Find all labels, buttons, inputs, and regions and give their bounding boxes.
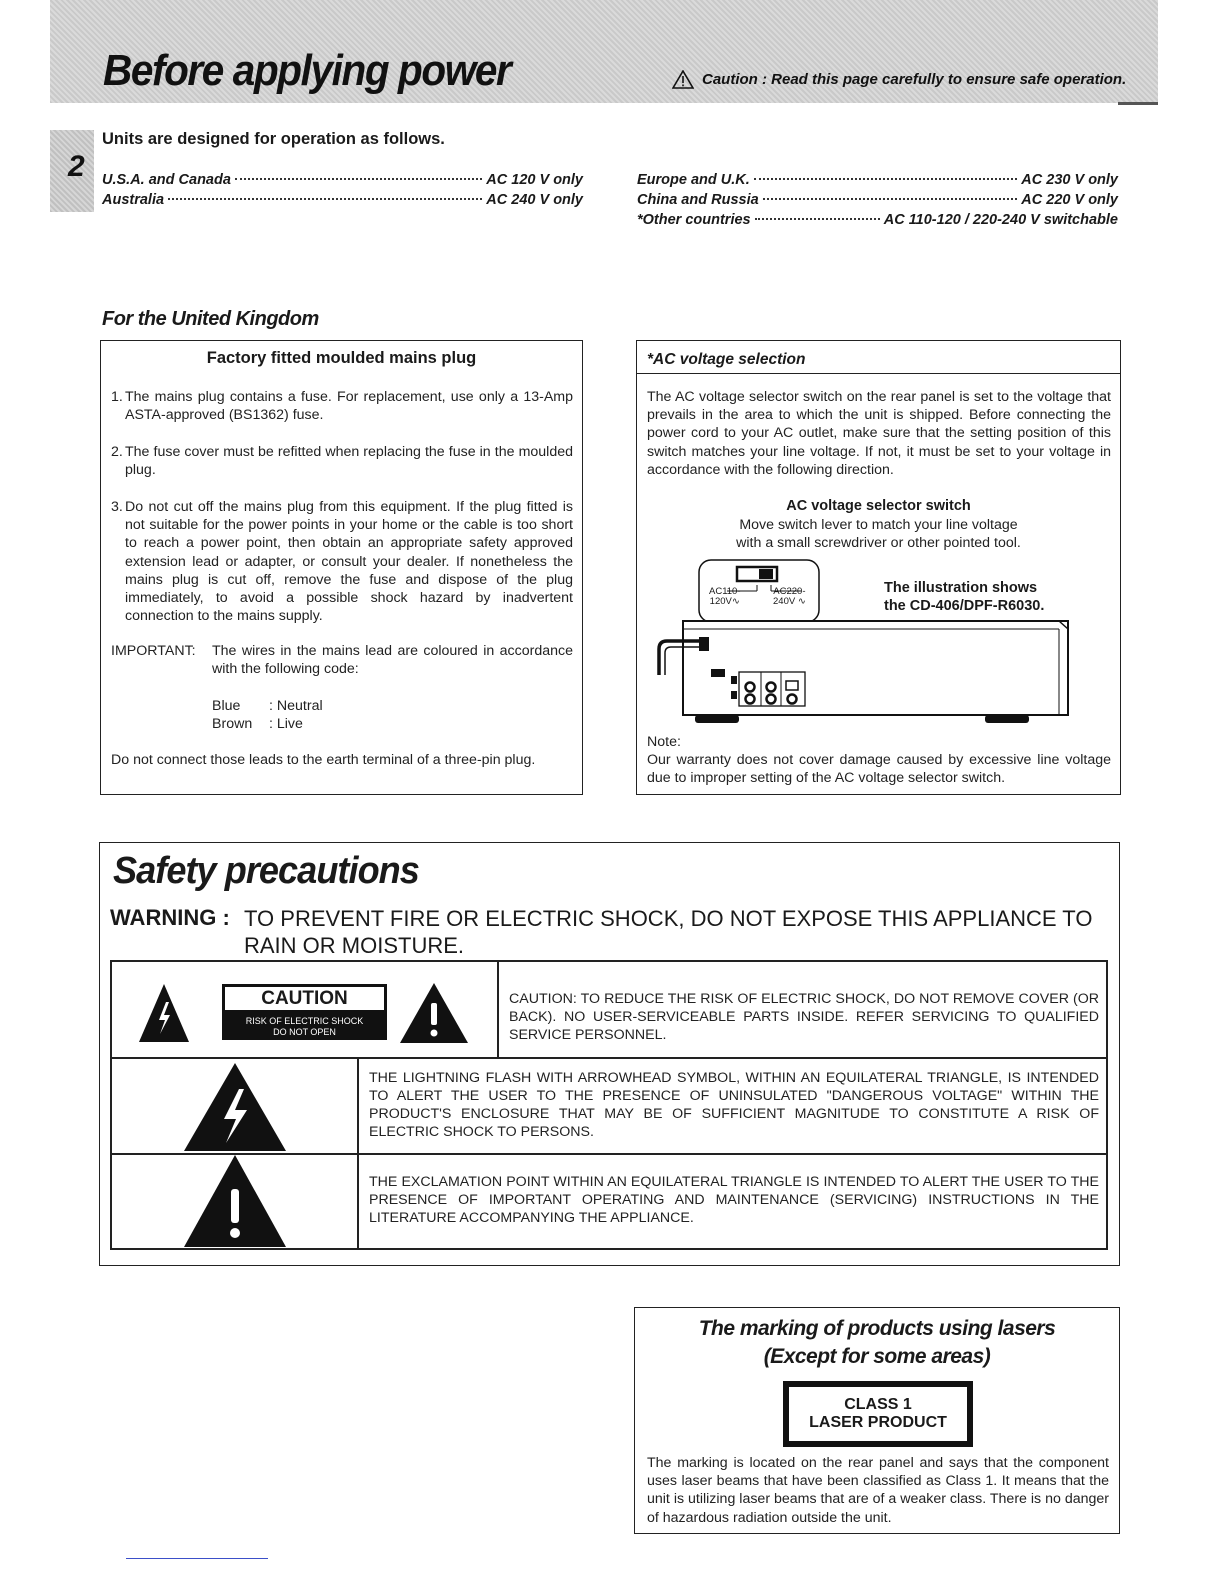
voltage-list-right bbox=[637, 172, 1118, 232]
laser-box bbox=[634, 1307, 1120, 1534]
switch-label-right bbox=[773, 587, 806, 607]
voltage-row bbox=[637, 172, 1118, 192]
region-label: China and Russia bbox=[637, 192, 759, 208]
voltage-value: AC 110-120 / 220-240 V switchable bbox=[883, 212, 1118, 228]
voltage-row bbox=[102, 192, 583, 212]
lightning-triangle-icon bbox=[139, 984, 189, 1042]
caution-label-title: CAUTION bbox=[225, 987, 384, 1010]
caution-label-sub-1: RISK OF ELECTRIC SHOCK bbox=[245, 1016, 364, 1026]
class1-label-inner bbox=[789, 1387, 967, 1441]
region-label: Australia bbox=[102, 192, 165, 208]
important-text: The wires in the mains lead are coloured in accordance with the following code: bbox=[212, 643, 573, 678]
warning-triangle-icon bbox=[672, 70, 694, 89]
voltage-value: AC 220 V only bbox=[1021, 192, 1118, 208]
switch-title: AC voltage selector switch bbox=[786, 498, 971, 514]
voltage-value: AC 240 V only bbox=[486, 192, 583, 208]
wire-color: Brown bbox=[212, 716, 253, 732]
caution-text: Caution : Read this page carefully to ensure safe operation. bbox=[702, 71, 1127, 88]
leader-dots bbox=[755, 218, 880, 220]
laser-description: The marking is located on the rear panel and says that the component uses laser beams that have been classified as Class 1. It means that the unit is utilizing laser beams that are of a weaker class. There is no danger of hazardous radiation outside the unit. bbox=[647, 1455, 1109, 1526]
wire-meaning: : Live bbox=[269, 716, 303, 732]
item-number: 2. bbox=[111, 444, 123, 460]
note-label: Note: bbox=[647, 734, 681, 750]
leader-dots bbox=[763, 198, 1018, 200]
wire-color: Blue bbox=[212, 698, 241, 714]
caution-label bbox=[222, 984, 387, 1040]
voltage-value: AC 230 V only bbox=[1021, 172, 1118, 188]
voltage-row bbox=[637, 212, 1118, 232]
laser-title-2: (Except for some areas) bbox=[763, 1345, 991, 1368]
switch-label-left bbox=[709, 587, 741, 607]
region-label: U.S.A. and Canada bbox=[102, 172, 231, 188]
symbols-table bbox=[110, 960, 1108, 1250]
class1-label-line: LASER PRODUCT bbox=[809, 1414, 947, 1431]
item-number: 1. bbox=[111, 389, 123, 405]
label-line: 240V ∿ bbox=[773, 596, 806, 607]
important-label: IMPORTANT: bbox=[111, 643, 196, 659]
voltage-row bbox=[102, 172, 583, 192]
ac-heading: *AC voltage selection bbox=[647, 351, 806, 368]
wire-meaning: : Neutral bbox=[269, 698, 323, 714]
voltage-row bbox=[637, 192, 1118, 212]
class1-label-line: CLASS 1 bbox=[844, 1396, 912, 1413]
page-number: 2 bbox=[68, 150, 85, 183]
region-label: *Other countries bbox=[637, 212, 751, 228]
region-label: Europe and U.K. bbox=[637, 172, 750, 188]
caption-line: the CD-406/DPF-R6030. bbox=[884, 598, 1045, 614]
divider bbox=[637, 373, 1120, 374]
illustration-caption bbox=[884, 579, 1044, 615]
uk-box-title: Factory fitted moulded mains plug bbox=[206, 349, 477, 367]
item-number: 3. bbox=[111, 499, 123, 515]
safety-title: Safety precautions bbox=[113, 850, 419, 892]
leader-dots bbox=[235, 178, 482, 180]
list-item bbox=[111, 388, 573, 424]
switch-instruction-2: with a small screwdriver or other pointed tool. bbox=[736, 535, 1021, 551]
footer-rule bbox=[126, 1558, 268, 1559]
uk-footer-note: Do not connect those leads to the earth terminal of a three-pin plug. bbox=[111, 752, 536, 768]
lightning-text: THE LIGHTNING FLASH WITH ARROWHEAD SYMBOL, WITHIN AN EQUILATERAL TRIANGLE, IS INTENDED TO ALERT THE USER TO THE PRESENCE OF UNINSULATED "DANGEROUS VOLTAGE" WITHIN THE PRODUCT'S ENCLOSURE THAT MAY BE OF SUFFICIENT MAGNITUDE TO CONSTITUTE A RISK OF ELECTRIC SHOCK TO PERSONS. bbox=[369, 1070, 1099, 1140]
uk-heading: For the United Kingdom bbox=[102, 308, 319, 330]
warning-label: WARNING : bbox=[110, 905, 230, 930]
label-line: AC220- bbox=[773, 586, 806, 597]
units-intro: Units are designed for operation as follows. bbox=[102, 130, 445, 148]
item-text: The fuse cover must be refitted when replacing the fuse in the moulded plug. bbox=[125, 444, 573, 479]
voltage-value: AC 120 V only bbox=[486, 172, 583, 188]
list-item bbox=[111, 443, 573, 479]
lightning-triangle-icon bbox=[184, 1063, 286, 1151]
label-line: 120V∿ bbox=[709, 596, 740, 607]
exclamation-triangle-icon bbox=[184, 1155, 286, 1247]
voltage-list-left bbox=[102, 172, 583, 212]
caution-text: CAUTION: TO REDUCE THE RISK OF ELECTRIC SHOCK, DO NOT REMOVE COVER (OR BACK). NO USER-SERVICEABLE PARTS INSIDE. REFER SERVICING TO QUALIFIED SERVICE PERSONNEL. bbox=[509, 991, 1099, 1043]
item-text: The mains plug contains a fuse. For replacement, use only a 13-Amp ASTA-approved (BS1362) fuse. bbox=[125, 389, 573, 424]
note-text: Our warranty does not cover damage caused by excessive line voltage due to improper setting of the AC voltage selector switch. bbox=[647, 752, 1111, 787]
class1-laser-label bbox=[783, 1381, 973, 1447]
caption-line: The illustration shows bbox=[884, 580, 1038, 596]
leader-dots bbox=[754, 178, 1018, 180]
exclamation-text: THE EXCLAMATION POINT WITHIN AN EQUILATERAL TRIANGLE IS INTENDED TO ALERT THE USER TO THE PRESENCE OF IMPORTANT OPERATING AND MAINTENANCE (SERVICING) INSTRUCTIONS IN THE LITERATURE ACCOMPANYING THE APPLIANCE. bbox=[369, 1174, 1099, 1226]
divider bbox=[112, 1057, 1106, 1059]
list-item bbox=[111, 498, 573, 625]
ac-description: The AC voltage selector switch on the rear panel is set to the voltage that prevails in the area to which the unit is shipped. Before connecting the power cord to your AC outlet, make sure that the setting position of this switch matches your line voltage. If not, it must be set to your voltage in accordance with the following direction. bbox=[647, 389, 1111, 478]
ac-voltage-box bbox=[636, 340, 1121, 795]
label-line: AC110- bbox=[709, 586, 741, 597]
warning-text: TO PREVENT FIRE OR ELECTRIC SHOCK, DO NOT EXPOSE THIS APPLIANCE TO RAIN OR MOISTURE. bbox=[244, 906, 1093, 958]
uk-plug-box bbox=[100, 340, 583, 795]
divider bbox=[497, 962, 499, 1058]
exclamation-triangle-icon bbox=[400, 983, 468, 1043]
page-title: Before applying power bbox=[103, 46, 511, 95]
caution-banner bbox=[672, 70, 1126, 89]
laser-title-1: The marking of products using lasers bbox=[698, 1317, 1056, 1340]
switch-instruction-1: Move switch lever to match your line voltage bbox=[739, 517, 1018, 533]
leader-dots bbox=[168, 198, 482, 200]
item-text: Do not cut off the mains plug from this equipment. If the plug fitted is not suitable for the power points in your home or the cable is too short to reach a power point, then obtain an appropriate safety approved extension lead or adapter, or consult your dealer. If nonetheless the mains plug is cut off, remove the fuse and dispose of the plug immediately, to avoid a possible shock hazard by inadvertent connection to the mains supply. bbox=[125, 499, 573, 625]
caution-label-sub-2: DO NOT OPEN bbox=[273, 1027, 336, 1037]
